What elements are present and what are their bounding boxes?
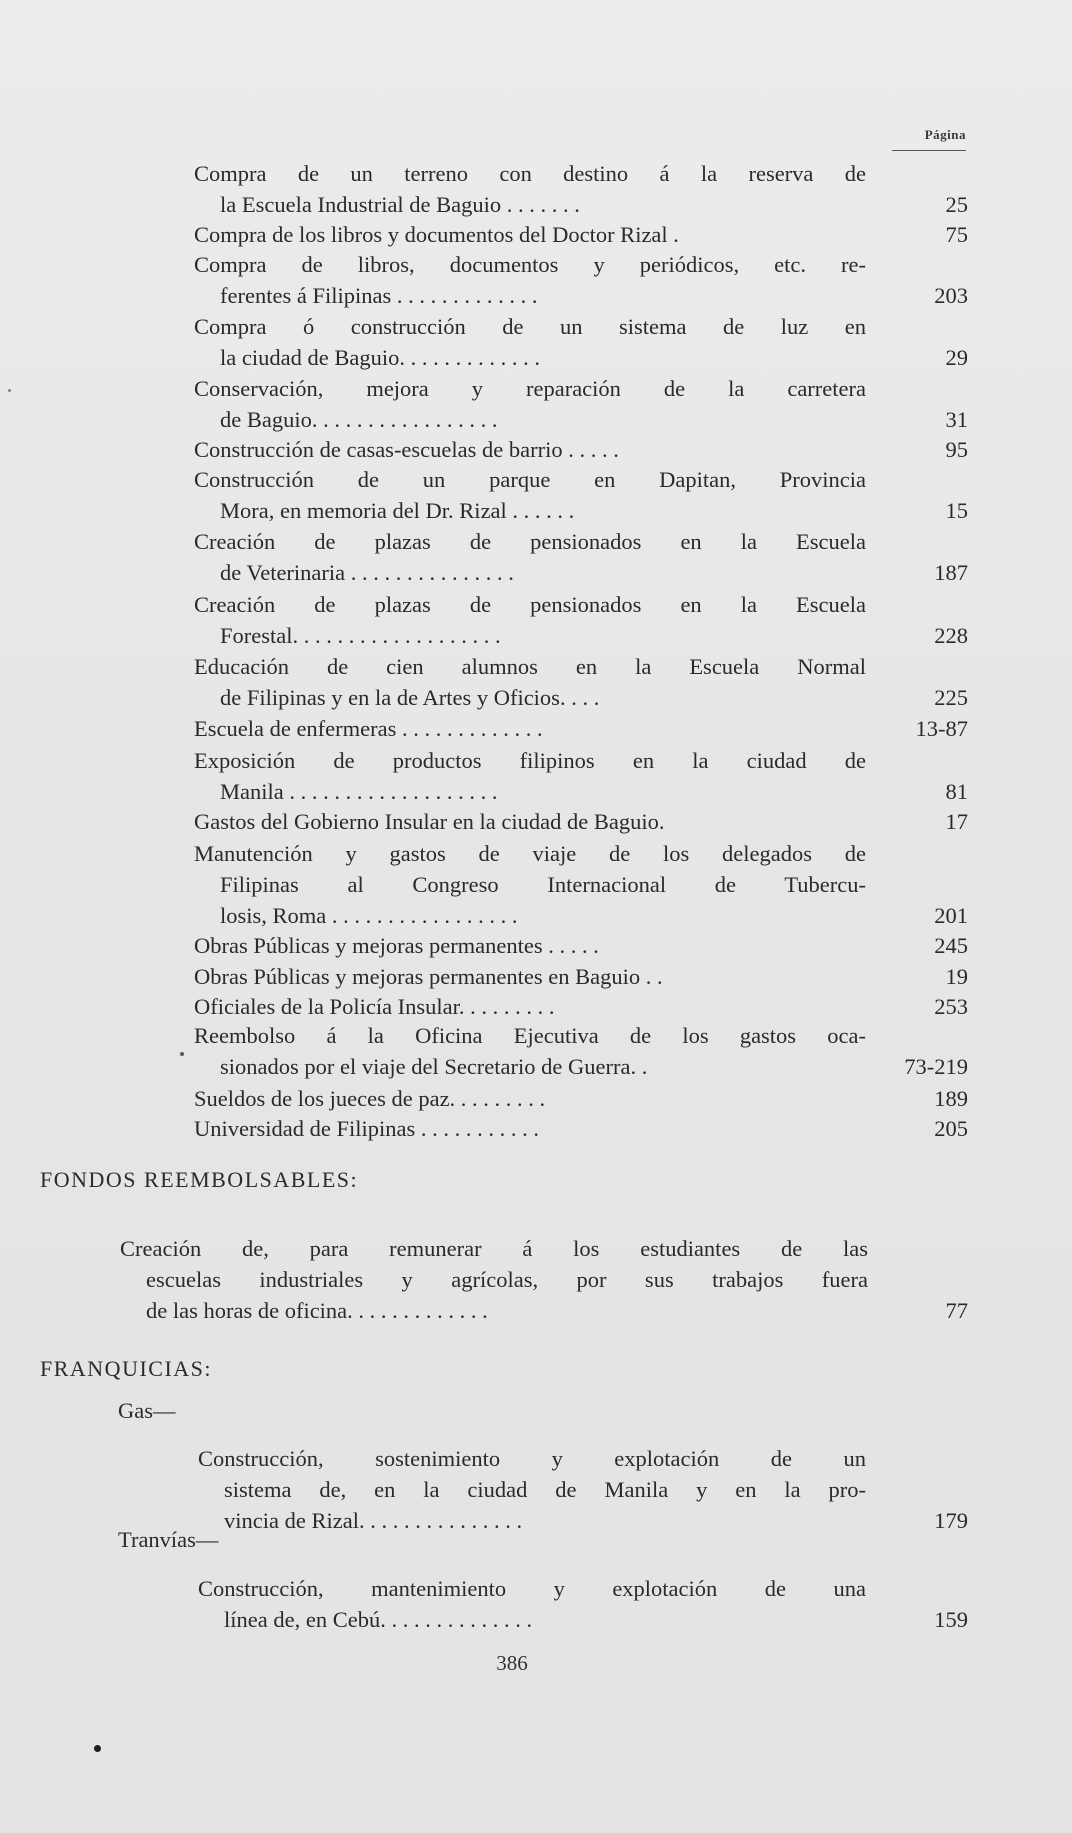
entry-text-line: Conservación, mejora y reparación de la carretera <box>194 376 866 401</box>
entry-page-number: 253 <box>934 994 968 1019</box>
entry-text-line: Compra de un terreno con destino á la reserva de <box>194 161 866 186</box>
entry-text-line: de las horas de oficina. . . . . . . . . . . . . <box>146 1298 488 1323</box>
index-entry <box>194 1020 866 1082</box>
index-entry <box>194 961 866 992</box>
index-entry <box>194 806 866 837</box>
column-header: Página <box>924 127 966 142</box>
entry-text-line: Construcción, mantenimiento y explotación de una <box>198 1576 866 1601</box>
section-heading-franquicias: FRANQUICIAS: <box>40 1356 213 1381</box>
index-entry <box>194 930 866 961</box>
index-entry <box>194 589 866 651</box>
entry-page-number: 31 <box>945 407 968 432</box>
entry-text-line: Sueldos de los jueces de paz. . . . . . . . . <box>194 1086 546 1111</box>
entry-text-line: línea de, en Cebú. . . . . . . . . . . . . . <box>224 1607 533 1632</box>
scan-speck <box>94 1745 101 1752</box>
index-entry <box>194 373 866 435</box>
index-entry <box>194 434 866 465</box>
entry-page-number: 77 <box>945 1298 968 1323</box>
entry-page-number: 15 <box>945 498 968 523</box>
entry-text-line: Gastos del Gobierno Insular en la ciudad de Baguio. <box>194 809 665 834</box>
entry-text-line: ferentes á Filipinas . . . . . . . . . . . . . <box>220 283 538 308</box>
entry-text-line: Filipinas al Congreso Internacional de Tubercu- <box>220 872 866 897</box>
entry-page-number: 205 <box>934 1116 968 1141</box>
entry-text-line: Reembolso á la Oficina Ejecutiva de los gastos oca- <box>194 1023 866 1048</box>
entry-text-line: Construcción de un parque en Dapitan, Provincia <box>194 467 866 492</box>
entry-text-line: Mora, en memoria del Dr. Rizal . . . . . . <box>220 498 575 523</box>
index-entry <box>194 1083 866 1114</box>
entry-text-line: Obras Públicas y mejoras permanentes . . . . . <box>194 933 599 958</box>
scan-speck <box>8 389 11 392</box>
entry-text-line: Universidad de Filipinas . . . . . . . . . . . <box>194 1116 539 1141</box>
entry-text-line: Creación de plazas de pensionados en la Escuela <box>194 592 866 617</box>
entry-page-number: 187 <box>934 560 968 585</box>
entry-page-number: 81 <box>945 779 968 804</box>
index-entry <box>194 464 866 526</box>
page-number: 386 <box>496 1651 528 1675</box>
entry-page-number: 25 <box>945 192 968 217</box>
entry-page-number: 17 <box>945 809 968 834</box>
entry-text-line: Educación de cien alumnos en la Escuela Normal <box>194 654 866 679</box>
entry-page-number: 95 <box>945 437 968 462</box>
entry-text-line: de Baguio. . . . . . . . . . . . . . . . . <box>220 407 498 432</box>
entry-page-number: 228 <box>934 623 968 648</box>
entry-page-number: 29 <box>945 345 968 370</box>
column-header-rule <box>892 150 966 151</box>
entry-text-line: Forestal. . . . . . . . . . . . . . . . . . . <box>220 623 501 648</box>
entry-page-number: 189 <box>934 1086 968 1111</box>
index-entry <box>194 249 866 311</box>
entry-text-line: Creación de, para remunerar á los estudiantes de las <box>120 1236 868 1261</box>
index-entry <box>120 1233 868 1326</box>
entry-text-line: Manutención y gastos de viaje de los delegados de <box>194 841 866 866</box>
entry-page-number: 13-87 <box>915 716 968 741</box>
entry-text-line: vincia de Rizal. . . . . . . . . . . . . . . <box>224 1508 523 1533</box>
entry-text-line: Manila . . . . . . . . . . . . . . . . . . . <box>220 779 498 804</box>
entry-text-line: escuelas industriales y agrícolas, por sus trabajos fuera <box>146 1267 868 1292</box>
entry-page-number: 159 <box>934 1607 968 1632</box>
section-heading-fondos: FONDOS REEMBOLSABLES: <box>40 1167 359 1192</box>
entry-text-line: sistema de, en la ciudad de Manila y en la pro- <box>224 1477 866 1502</box>
index-entry <box>194 991 866 1022</box>
entry-page-number: 19 <box>945 964 968 989</box>
entry-text-line: Oficiales de la Policía Insular. . . . . . . . . <box>194 994 555 1019</box>
entry-text-line: Construcción, sostenimiento y explotación de un <box>198 1446 866 1471</box>
entry-page-number: 201 <box>934 903 968 928</box>
entry-text-line: Obras Públicas y mejoras permanentes en Baguio . . <box>194 964 663 989</box>
entry-text-line: Escuela de enfermeras . . . . . . . . . . . . . <box>194 716 543 741</box>
index-entry <box>194 526 866 588</box>
index-entry <box>194 219 866 250</box>
entry-text-line: Compra de los libros y documentos del Doctor Rizal . <box>194 222 679 247</box>
index-entry <box>194 838 866 931</box>
entry-text-line: Exposición de productos filipinos en la ciudad de <box>194 748 866 773</box>
entry-text-line: Compra ó construcción de un sistema de luz en <box>194 314 866 339</box>
entry-text-line: la ciudad de Baguio. . . . . . . . . . . . . <box>220 345 540 370</box>
entry-text-line: sionados por el viaje del Secretario de Guerra. . <box>220 1054 648 1079</box>
index-entry <box>194 158 866 220</box>
entry-page-number: 75 <box>945 222 968 247</box>
entry-page-number: 179 <box>934 1508 968 1533</box>
entry-page-number: 245 <box>934 933 968 958</box>
entry-text-line: de Filipinas y en la de Artes y Oficios. . . . <box>220 685 600 710</box>
entry-page-number: 225 <box>934 685 968 710</box>
index-entry <box>194 713 866 744</box>
entry-text-line: Compra de libros, documentos y periódicos, etc. re- <box>194 252 866 277</box>
index-entry <box>194 651 866 713</box>
entry-text-line: losis, Roma . . . . . . . . . . . . . . . . . <box>220 903 518 928</box>
entry-text-line: Construcción de casas-escuelas de barrio . . . . . <box>194 437 619 462</box>
entry-text-line: Creación de plazas de pensionados en la Escuela <box>194 529 866 554</box>
index-entry <box>194 1113 866 1144</box>
index-entry <box>194 745 866 807</box>
entry-text-line: la Escuela Industrial de Baguio . . . . . . . <box>220 192 580 217</box>
index-entry <box>198 1573 866 1635</box>
entry-page-number: 73-219 <box>904 1054 968 1079</box>
index-entry <box>194 311 866 373</box>
entry-page-number: 203 <box>934 283 968 308</box>
entry-text-line: de Veterinaria . . . . . . . . . . . . . . . <box>220 560 514 585</box>
subheading-gas: Gas— <box>118 1398 176 1423</box>
scan-speck <box>180 1052 184 1056</box>
index-entry <box>198 1443 866 1536</box>
subheading-tranvias: Tranvías— <box>118 1527 219 1552</box>
